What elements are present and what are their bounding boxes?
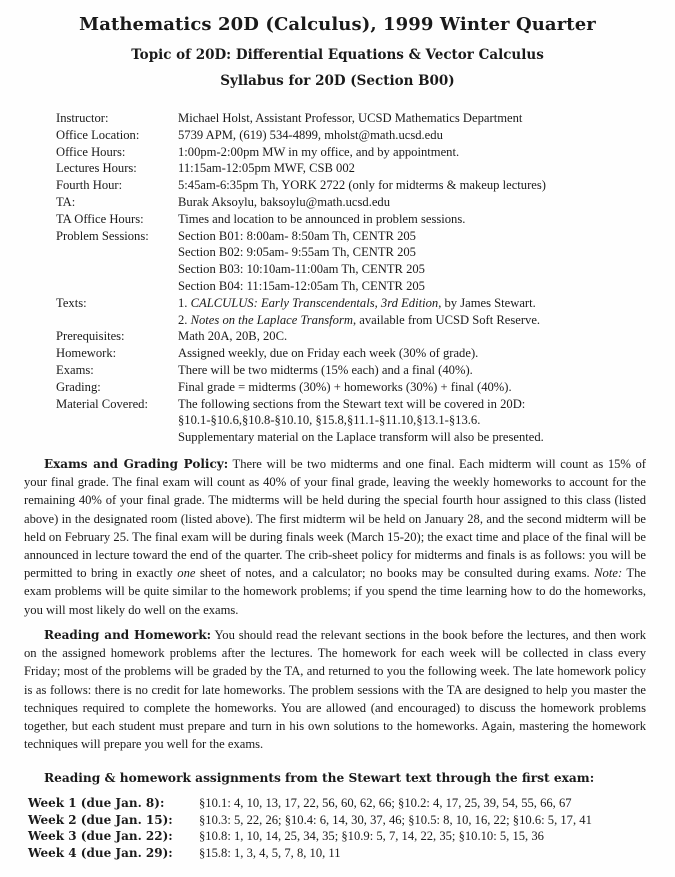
info-value: Supplementary material on the Laplace transform will also be presented. xyxy=(178,430,544,445)
info-row-grading xyxy=(56,379,656,396)
info-label: Material Covered: xyxy=(56,396,148,411)
course-topic: Topic of 20D: Differential Equations & Vector Calculus xyxy=(131,47,544,63)
info-row-office-hours xyxy=(56,144,656,161)
week-label: Week 4 (due Jan. 29): xyxy=(28,845,173,860)
info-label: Exams: xyxy=(56,362,94,377)
info-value: Section B04: 11:15am-12:05am Th, CENTR 205 xyxy=(178,278,425,293)
info-label: Office Hours: xyxy=(56,144,126,159)
week-label: Week 2 (due Jan. 15): xyxy=(28,812,173,827)
week-label: Week 3 (due Jan. 22): xyxy=(28,829,173,844)
week-label: Week 1 (due Jan. 8): xyxy=(28,796,165,810)
info-value: Assigned weekly, due on Friday each week (30% of grade). xyxy=(178,346,479,361)
info-label: Fourth Hour: xyxy=(56,178,123,193)
info-row-ta-office-hours xyxy=(56,211,656,228)
info-label: Problem Sessions: xyxy=(56,228,149,243)
info-label: Instructor: xyxy=(56,111,109,125)
info-value: Math 20A, 20B, 20C. xyxy=(178,329,288,344)
info-label: Office Location: xyxy=(56,127,140,142)
info-label: Lectures Hours: xyxy=(56,161,137,176)
info-row-prerequisites xyxy=(56,328,656,345)
info-value: Burak Aksoylu, baksoylu@math.ucsd.edu xyxy=(178,194,391,209)
week-problems: §10.3: 5, 22, 26; §10.4: 6, 14, 30, 37, 46; §10.5: 8, 10, 16, 22; §10.6: 5, 17, 41 xyxy=(199,812,592,827)
list-item xyxy=(28,795,592,812)
reading-policy-paragraph: Reading and Homework: You should read the relevant sections in the book before the lectures, and then work on the assigned homework problems after the lectures. The homework for each week will be collected in class every Friday; most of the problems will be graded by the TA, and returned to you the following week. The late homework policy is as follows: there is no credit for late homeworks. The problem sessions with the TA are designed to help you master the techniques required to complete the homeworks. You are allowed (and encouraged) to discuss the homework problems together, but each student must prepare and turn in his own solutions to the homeworks. Again, mastering the homework techniques will prepare you well for the exams. xyxy=(24,628,646,752)
page-title: Mathematics 20D (Calculus), 1999 Winter Quarter xyxy=(79,14,596,35)
info-row-instructor xyxy=(56,110,656,127)
info-row-homework xyxy=(56,345,656,362)
section-heading: Exams and Grading Policy: xyxy=(44,457,229,471)
info-value: 2. Notes on the Laplace Transform, available from UCSD Soft Reserve. xyxy=(178,312,541,327)
info-value: Michael Holst, Assistant Professor, UCSD Mathematics Department xyxy=(178,111,523,125)
info-row-ta xyxy=(56,194,656,211)
info-value: §10.1-§10.6,§10.8-§10.10, §15.8,§11.1-§11.10,§13.1-§13.6. xyxy=(178,413,481,428)
assignments-list xyxy=(28,795,592,861)
info-label: Grading: xyxy=(56,379,101,394)
info-value: 11:15am-12:05pm MWF, CSB 002 xyxy=(178,161,355,176)
info-value: Section B01: 8:00am- 8:50am Th, CENTR 205 xyxy=(178,228,416,243)
syllabus-heading: Syllabus for 20D (Section B00) xyxy=(220,73,455,89)
exams-policy-paragraph: Exams and Grading Policy: There will be two midterms and one final. Each midterm will count as 15% of your final grade. The final exam will count as 40% of your final grade, leaving the weekly homeworks to account for the remaining 40% of your final grade. The midterms will be held during the special fourth hour assigned to this class (listed above) in the designated room (listed above). The first midterm wil be held on January 28, and the second midterm will be held on February 25. The final exam will be during finals week (March 15-20); the exact time and place of the final will be announced in lecture toward the end of the quarter. The crib-sheet policy for midterms and finals is as follows: you will be permitted to bring in exactly one sheet of notes, and a calculator; no books may be consulted during exams. Note: The exam problems will be quite similar to the homework problems; if you spend the time learning how to do the homeworks, you will most likely do well on the exams. xyxy=(24,457,646,617)
info-value: 1:00pm-2:00pm MW in my office, and by appointment. xyxy=(178,144,460,159)
info-row-fourth-hour xyxy=(56,177,656,194)
info-row-session xyxy=(56,278,656,295)
info-value: 5739 APM, (619) 534-4899, mholst@math.ucsd.edu xyxy=(178,127,443,142)
week-problems: §10.1: 4, 10, 13, 17, 22, 56, 60, 62, 66; §10.2: 4, 17, 25, 39, 54, 55, 66, 67 xyxy=(199,796,572,810)
text-title: Notes on the Laplace Transform xyxy=(190,312,353,327)
assignments-heading: Reading & homework assignments from the Stewart text through the first exam: xyxy=(44,771,595,785)
info-row-problem-sessions xyxy=(56,228,656,245)
list-item xyxy=(28,845,592,862)
info-value: Section B03: 10:10am-11:00am Th, CENTR 205 xyxy=(178,262,425,277)
info-row-material xyxy=(56,396,656,413)
list-item xyxy=(28,812,592,829)
info-value: Final grade = midterms (30%) + homeworks (30%) + final (40%). xyxy=(178,379,512,394)
info-value: 1. CALCULUS: Early Transcendentals, 3rd Edition, by James Stewart. xyxy=(178,295,536,310)
info-label: TA Office Hours: xyxy=(56,211,144,226)
info-row-material-3 xyxy=(56,429,656,446)
info-row-exams xyxy=(56,362,656,379)
section-heading: Reading and Homework: xyxy=(44,628,212,642)
info-value: 5:45am-6:35pm Th, YORK 2722 (only for midterms & makeup lectures) xyxy=(178,178,546,193)
info-label: TA: xyxy=(56,194,76,209)
week-problems: §10.8: 1, 10, 14, 25, 34, 35; §10.9: 5, 7, 14, 22, 35; §10.10: 5, 15, 36 xyxy=(199,829,544,844)
list-item xyxy=(28,828,592,845)
info-label: Prerequisites: xyxy=(56,329,125,344)
info-label: Texts: xyxy=(56,295,87,310)
info-row-session xyxy=(56,261,656,278)
week-problems: §15.8: 1, 3, 4, 5, 7, 8, 10, 11 xyxy=(199,845,341,860)
info-row-office-location xyxy=(56,127,656,144)
info-row-material-2 xyxy=(56,412,656,429)
info-value: There will be two midterms (15% each) and a final (40%). xyxy=(178,362,473,377)
course-info-table xyxy=(56,110,656,446)
info-value: Times and location to be announced in problem sessions. xyxy=(178,211,466,226)
info-row-lectures xyxy=(56,160,656,177)
info-row-session xyxy=(56,244,656,261)
info-value: Section B02: 9:05am- 9:55am Th, CENTR 205 xyxy=(178,245,416,260)
text-title: CALCULUS: Early Transcendentals, 3rd Edition xyxy=(190,295,439,310)
info-row-texts xyxy=(56,295,656,312)
info-value: The following sections from the Stewart text will be covered in 20D: xyxy=(178,396,526,411)
info-label: Homework: xyxy=(56,346,117,361)
info-row-texts-2 xyxy=(56,312,656,329)
